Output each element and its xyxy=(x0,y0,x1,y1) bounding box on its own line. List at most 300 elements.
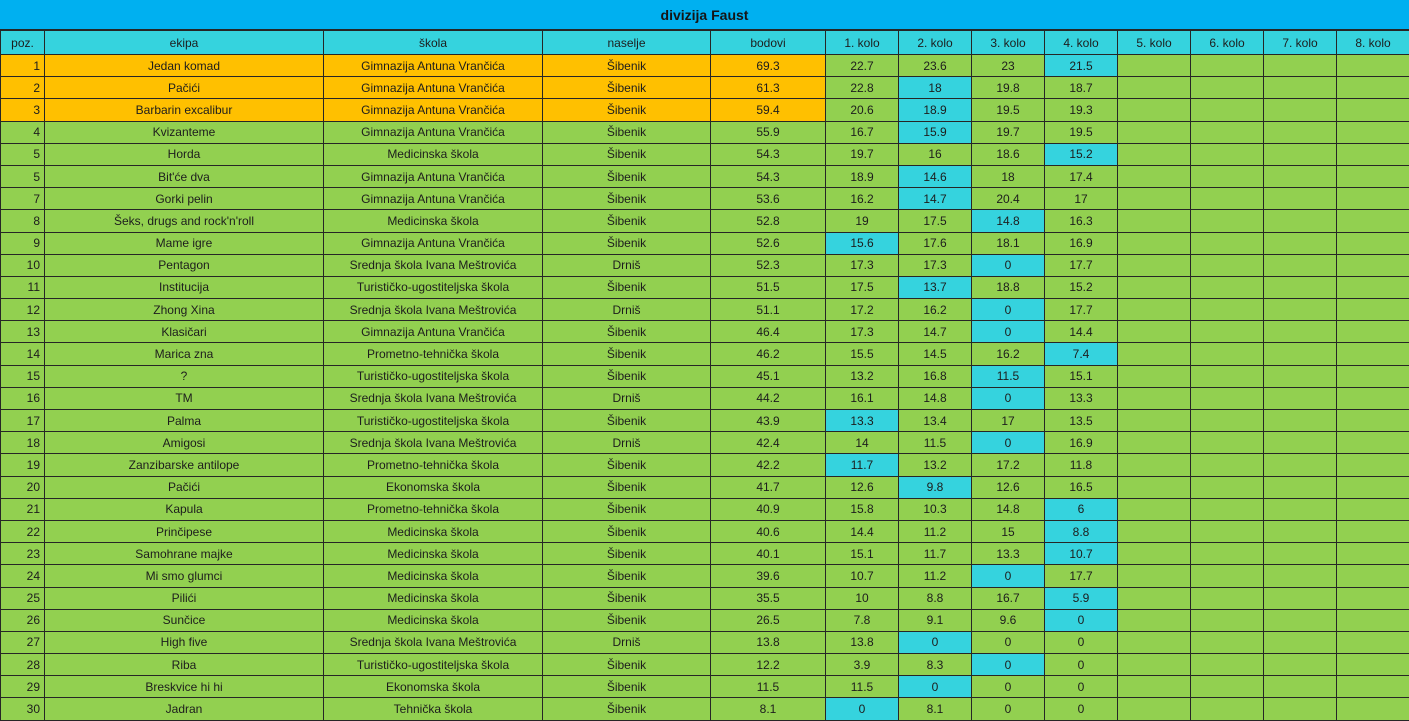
ekipa-cell: Mi smo glumci xyxy=(45,565,324,587)
ekipa-cell: Mame igre xyxy=(45,232,324,254)
naselje-cell: Šibenik xyxy=(543,609,711,631)
poz-cell: 29 xyxy=(1,676,45,698)
column-header-kolo-2: 2. kolo xyxy=(899,31,972,55)
poz-cell: 24 xyxy=(1,565,45,587)
kolo-2-cell: 8.1 xyxy=(899,698,972,720)
ekipa-cell: Sunčice xyxy=(45,609,324,631)
column-header-kolo-5: 5. kolo xyxy=(1118,31,1191,55)
naselje-cell: Šibenik xyxy=(543,165,711,187)
naselje-cell: Šibenik xyxy=(543,365,711,387)
kolo-7-cell xyxy=(1264,254,1337,276)
table-row xyxy=(1,143,1409,165)
bodovi-cell: 35.5 xyxy=(711,587,826,609)
kolo-4-cell: 11.8 xyxy=(1045,454,1118,476)
skola-cell: Prometno-tehnička škola xyxy=(324,498,543,520)
kolo-2-cell: 16.8 xyxy=(899,365,972,387)
bodovi-cell: 42.4 xyxy=(711,432,826,454)
kolo-8-cell xyxy=(1337,188,1409,210)
ekipa-cell: Barbarin excalibur xyxy=(45,99,324,121)
kolo-4-cell: 19.5 xyxy=(1045,121,1118,143)
kolo-7-cell xyxy=(1264,276,1337,298)
naselje-cell: Šibenik xyxy=(543,410,711,432)
kolo-4-cell: 15.2 xyxy=(1045,276,1118,298)
ekipa-cell: Marica zna xyxy=(45,343,324,365)
table-row xyxy=(1,210,1409,232)
table-row xyxy=(1,387,1409,409)
kolo-1-cell: 3.9 xyxy=(826,654,899,676)
naselje-cell: Šibenik xyxy=(543,143,711,165)
kolo-3-cell: 0 xyxy=(972,698,1045,720)
kolo-8-cell xyxy=(1337,432,1409,454)
kolo-6-cell xyxy=(1191,232,1264,254)
table-row xyxy=(1,432,1409,454)
kolo-2-cell: 11.7 xyxy=(899,543,972,565)
ekipa-cell: Klasičari xyxy=(45,321,324,343)
ekipa-cell: Jadran xyxy=(45,698,324,720)
naselje-cell: Šibenik xyxy=(543,55,711,77)
ekipa-cell: Breskvice hi hi xyxy=(45,676,324,698)
kolo-4-cell: 17.7 xyxy=(1045,254,1118,276)
column-header-poz: poz. xyxy=(1,31,45,55)
ekipa-cell: Kapula xyxy=(45,498,324,520)
bodovi-cell: 12.2 xyxy=(711,654,826,676)
kolo-3-cell: 19.8 xyxy=(972,77,1045,99)
kolo-8-cell xyxy=(1337,698,1409,720)
column-header-bodovi: bodovi xyxy=(711,31,826,55)
kolo-8-cell xyxy=(1337,165,1409,187)
kolo-3-cell: 18.1 xyxy=(972,232,1045,254)
kolo-1-cell: 13.3 xyxy=(826,410,899,432)
kolo-8-cell xyxy=(1337,454,1409,476)
header-row xyxy=(1,31,1409,55)
table-row xyxy=(1,343,1409,365)
skola-cell: Medicinska škola xyxy=(324,210,543,232)
kolo-3-cell: 17 xyxy=(972,410,1045,432)
ekipa-cell: Palma xyxy=(45,410,324,432)
kolo-1-cell: 17.5 xyxy=(826,276,899,298)
skola-cell: Srednja škola Ivana Meštrovića xyxy=(324,631,543,653)
kolo-1-cell: 11.5 xyxy=(826,676,899,698)
table-row xyxy=(1,654,1409,676)
kolo-1-cell: 19.7 xyxy=(826,143,899,165)
column-header-skola: škola xyxy=(324,31,543,55)
kolo-5-cell xyxy=(1118,165,1191,187)
kolo-5-cell xyxy=(1118,299,1191,321)
kolo-5-cell xyxy=(1118,343,1191,365)
bodovi-cell: 44.2 xyxy=(711,387,826,409)
kolo-6-cell xyxy=(1191,55,1264,77)
kolo-6-cell xyxy=(1191,587,1264,609)
bodovi-cell: 40.6 xyxy=(711,520,826,542)
kolo-2-cell: 15.9 xyxy=(899,121,972,143)
poz-cell: 15 xyxy=(1,365,45,387)
kolo-2-cell: 13.7 xyxy=(899,276,972,298)
kolo-8-cell xyxy=(1337,254,1409,276)
skola-cell: Turističko-ugostiteljska škola xyxy=(324,276,543,298)
kolo-3-cell: 12.6 xyxy=(972,476,1045,498)
ekipa-cell: ? xyxy=(45,365,324,387)
naselje-cell: Šibenik xyxy=(543,476,711,498)
kolo-4-cell: 13.3 xyxy=(1045,387,1118,409)
naselje-cell: Šibenik xyxy=(543,343,711,365)
skola-cell: Medicinska škola xyxy=(324,565,543,587)
bodovi-cell: 26.5 xyxy=(711,609,826,631)
skola-cell: Gimnazija Antuna Vrančića xyxy=(324,99,543,121)
table-row xyxy=(1,188,1409,210)
skola-cell: Medicinska škola xyxy=(324,587,543,609)
kolo-6-cell xyxy=(1191,365,1264,387)
kolo-2-cell: 17.5 xyxy=(899,210,972,232)
kolo-7-cell xyxy=(1264,387,1337,409)
kolo-3-cell: 16.2 xyxy=(972,343,1045,365)
bodovi-cell: 41.7 xyxy=(711,476,826,498)
poz-cell: 17 xyxy=(1,410,45,432)
table-row xyxy=(1,476,1409,498)
kolo-5-cell xyxy=(1118,432,1191,454)
bodovi-cell: 51.5 xyxy=(711,276,826,298)
kolo-1-cell: 0 xyxy=(826,698,899,720)
kolo-7-cell xyxy=(1264,565,1337,587)
bodovi-cell: 46.2 xyxy=(711,343,826,365)
ekipa-cell: Amigosi xyxy=(45,432,324,454)
skola-cell: Ekonomska škola xyxy=(324,476,543,498)
bodovi-cell: 39.6 xyxy=(711,565,826,587)
table-row xyxy=(1,232,1409,254)
kolo-4-cell: 7.4 xyxy=(1045,343,1118,365)
kolo-7-cell xyxy=(1264,188,1337,210)
table-row xyxy=(1,55,1409,77)
kolo-2-cell: 8.3 xyxy=(899,654,972,676)
table-body xyxy=(1,55,1409,721)
kolo-2-cell: 17.3 xyxy=(899,254,972,276)
kolo-6-cell xyxy=(1191,543,1264,565)
ekipa-cell: Zhong Xina xyxy=(45,299,324,321)
table-row xyxy=(1,631,1409,653)
kolo-1-cell: 17.2 xyxy=(826,299,899,321)
kolo-5-cell xyxy=(1118,254,1191,276)
kolo-3-cell: 16.7 xyxy=(972,587,1045,609)
kolo-5-cell xyxy=(1118,654,1191,676)
table-row xyxy=(1,520,1409,542)
kolo-2-cell: 16 xyxy=(899,143,972,165)
kolo-6-cell xyxy=(1191,210,1264,232)
kolo-1-cell: 22.7 xyxy=(826,55,899,77)
bodovi-cell: 52.3 xyxy=(711,254,826,276)
kolo-3-cell: 14.8 xyxy=(972,210,1045,232)
skola-cell: Turističko-ugostiteljska škola xyxy=(324,410,543,432)
kolo-8-cell xyxy=(1337,232,1409,254)
kolo-5-cell xyxy=(1118,410,1191,432)
column-header-kolo-7: 7. kolo xyxy=(1264,31,1337,55)
skola-cell: Gimnazija Antuna Vrančića xyxy=(324,77,543,99)
naselje-cell: Šibenik xyxy=(543,587,711,609)
kolo-6-cell xyxy=(1191,410,1264,432)
kolo-8-cell xyxy=(1337,565,1409,587)
kolo-4-cell: 16.9 xyxy=(1045,232,1118,254)
naselje-cell: Šibenik xyxy=(543,77,711,99)
kolo-1-cell: 15.8 xyxy=(826,498,899,520)
ekipa-cell: High five xyxy=(45,631,324,653)
kolo-2-cell: 9.8 xyxy=(899,476,972,498)
kolo-1-cell: 13.8 xyxy=(826,631,899,653)
poz-cell: 26 xyxy=(1,609,45,631)
kolo-8-cell xyxy=(1337,77,1409,99)
kolo-3-cell: 0 xyxy=(972,299,1045,321)
table-row xyxy=(1,676,1409,698)
skola-cell: Medicinska škola xyxy=(324,543,543,565)
naselje-cell: Šibenik xyxy=(543,454,711,476)
kolo-5-cell xyxy=(1118,454,1191,476)
ekipa-cell: Samohrane majke xyxy=(45,543,324,565)
kolo-7-cell xyxy=(1264,77,1337,99)
ekipa-cell: Horda xyxy=(45,143,324,165)
kolo-3-cell: 18.6 xyxy=(972,143,1045,165)
kolo-3-cell: 19.7 xyxy=(972,121,1045,143)
naselje-cell: Šibenik xyxy=(543,321,711,343)
kolo-5-cell xyxy=(1118,520,1191,542)
kolo-4-cell: 0 xyxy=(1045,609,1118,631)
kolo-7-cell xyxy=(1264,143,1337,165)
skola-cell: Gimnazija Antuna Vrančića xyxy=(324,321,543,343)
kolo-4-cell: 14.4 xyxy=(1045,321,1118,343)
naselje-cell: Drniš xyxy=(543,432,711,454)
kolo-2-cell: 17.6 xyxy=(899,232,972,254)
bodovi-cell: 55.9 xyxy=(711,121,826,143)
poz-cell: 27 xyxy=(1,631,45,653)
kolo-1-cell: 16.1 xyxy=(826,387,899,409)
skola-cell: Medicinska škola xyxy=(324,609,543,631)
column-header-kolo-3: 3. kolo xyxy=(972,31,1045,55)
kolo-4-cell: 18.7 xyxy=(1045,77,1118,99)
kolo-7-cell xyxy=(1264,55,1337,77)
bodovi-cell: 69.3 xyxy=(711,55,826,77)
poz-cell: 1 xyxy=(1,55,45,77)
naselje-cell: Šibenik xyxy=(543,654,711,676)
bodovi-cell: 40.1 xyxy=(711,543,826,565)
kolo-3-cell: 0 xyxy=(972,387,1045,409)
kolo-7-cell xyxy=(1264,498,1337,520)
kolo-8-cell xyxy=(1337,587,1409,609)
table-row xyxy=(1,498,1409,520)
skola-cell: Tehnička škola xyxy=(324,698,543,720)
kolo-8-cell xyxy=(1337,210,1409,232)
kolo-8-cell xyxy=(1337,99,1409,121)
kolo-4-cell: 21.5 xyxy=(1045,55,1118,77)
kolo-1-cell: 16.2 xyxy=(826,188,899,210)
table-row xyxy=(1,410,1409,432)
kolo-3-cell: 11.5 xyxy=(972,365,1045,387)
bodovi-cell: 52.6 xyxy=(711,232,826,254)
kolo-3-cell: 18 xyxy=(972,165,1045,187)
kolo-8-cell xyxy=(1337,654,1409,676)
kolo-8-cell xyxy=(1337,676,1409,698)
kolo-2-cell: 18 xyxy=(899,77,972,99)
kolo-7-cell xyxy=(1264,121,1337,143)
kolo-2-cell: 11.2 xyxy=(899,520,972,542)
kolo-2-cell: 14.8 xyxy=(899,387,972,409)
kolo-6-cell xyxy=(1191,165,1264,187)
kolo-6-cell xyxy=(1191,121,1264,143)
naselje-cell: Šibenik xyxy=(543,676,711,698)
kolo-5-cell xyxy=(1118,387,1191,409)
table-row xyxy=(1,121,1409,143)
column-header-naselje: naselje xyxy=(543,31,711,55)
bodovi-cell: 59.4 xyxy=(711,99,826,121)
skola-cell: Turističko-ugostiteljska škola xyxy=(324,654,543,676)
kolo-8-cell xyxy=(1337,498,1409,520)
kolo-1-cell: 18.9 xyxy=(826,165,899,187)
kolo-5-cell xyxy=(1118,99,1191,121)
poz-cell: 20 xyxy=(1,476,45,498)
kolo-8-cell xyxy=(1337,543,1409,565)
kolo-1-cell: 14.4 xyxy=(826,520,899,542)
kolo-2-cell: 14.7 xyxy=(899,321,972,343)
kolo-6-cell xyxy=(1191,299,1264,321)
table-row xyxy=(1,365,1409,387)
poz-cell: 13 xyxy=(1,321,45,343)
kolo-1-cell: 15.6 xyxy=(826,232,899,254)
table-row xyxy=(1,165,1409,187)
kolo-3-cell: 17.2 xyxy=(972,454,1045,476)
kolo-5-cell xyxy=(1118,276,1191,298)
poz-cell: 14 xyxy=(1,343,45,365)
naselje-cell: Šibenik xyxy=(543,498,711,520)
ekipa-cell: Bit'će dva xyxy=(45,165,324,187)
skola-cell: Gimnazija Antuna Vrančića xyxy=(324,55,543,77)
kolo-8-cell xyxy=(1337,321,1409,343)
kolo-7-cell xyxy=(1264,609,1337,631)
kolo-6-cell xyxy=(1191,631,1264,653)
kolo-4-cell: 0 xyxy=(1045,676,1118,698)
poz-cell: 4 xyxy=(1,121,45,143)
kolo-6-cell xyxy=(1191,432,1264,454)
ekipa-cell: Zanzibarske antilope xyxy=(45,454,324,476)
kolo-7-cell xyxy=(1264,99,1337,121)
kolo-7-cell xyxy=(1264,543,1337,565)
ekipa-cell: Šeks, drugs and rock'n'roll xyxy=(45,210,324,232)
naselje-cell: Šibenik xyxy=(543,188,711,210)
poz-cell: 21 xyxy=(1,498,45,520)
kolo-8-cell xyxy=(1337,609,1409,631)
skola-cell: Prometno-tehnička škola xyxy=(324,454,543,476)
kolo-7-cell xyxy=(1264,654,1337,676)
kolo-2-cell: 8.8 xyxy=(899,587,972,609)
kolo-6-cell xyxy=(1191,454,1264,476)
kolo-6-cell xyxy=(1191,343,1264,365)
skola-cell: Srednja škola Ivana Meštrovića xyxy=(324,254,543,276)
ekipa-cell: Prinčipese xyxy=(45,520,324,542)
kolo-1-cell: 7.8 xyxy=(826,609,899,631)
ekipa-cell: Pentagon xyxy=(45,254,324,276)
naselje-cell: Šibenik xyxy=(543,698,711,720)
division-title: divizija Faust xyxy=(0,0,1409,30)
kolo-3-cell: 0 xyxy=(972,432,1045,454)
naselje-cell: Šibenik xyxy=(543,121,711,143)
bodovi-cell: 54.3 xyxy=(711,165,826,187)
kolo-4-cell: 6 xyxy=(1045,498,1118,520)
kolo-2-cell: 14.7 xyxy=(899,188,972,210)
kolo-5-cell xyxy=(1118,698,1191,720)
poz-cell: 22 xyxy=(1,520,45,542)
kolo-4-cell: 15.1 xyxy=(1045,365,1118,387)
kolo-6-cell xyxy=(1191,387,1264,409)
kolo-6-cell xyxy=(1191,498,1264,520)
kolo-8-cell xyxy=(1337,410,1409,432)
kolo-7-cell xyxy=(1264,631,1337,653)
kolo-5-cell xyxy=(1118,676,1191,698)
kolo-6-cell xyxy=(1191,520,1264,542)
bodovi-cell: 46.4 xyxy=(711,321,826,343)
kolo-7-cell xyxy=(1264,454,1337,476)
kolo-6-cell xyxy=(1191,676,1264,698)
table-row xyxy=(1,77,1409,99)
kolo-1-cell: 10.7 xyxy=(826,565,899,587)
poz-cell: 18 xyxy=(1,432,45,454)
kolo-4-cell: 10.7 xyxy=(1045,543,1118,565)
table-row xyxy=(1,609,1409,631)
kolo-4-cell: 0 xyxy=(1045,631,1118,653)
kolo-8-cell xyxy=(1337,387,1409,409)
kolo-7-cell xyxy=(1264,520,1337,542)
kolo-7-cell xyxy=(1264,210,1337,232)
kolo-3-cell: 0 xyxy=(972,565,1045,587)
naselje-cell: Šibenik xyxy=(543,210,711,232)
kolo-5-cell xyxy=(1118,476,1191,498)
kolo-4-cell: 17 xyxy=(1045,188,1118,210)
kolo-2-cell: 11.5 xyxy=(899,432,972,454)
naselje-cell: Šibenik xyxy=(543,520,711,542)
skola-cell: Gimnazija Antuna Vrančića xyxy=(324,188,543,210)
kolo-3-cell: 0 xyxy=(972,654,1045,676)
table-row xyxy=(1,565,1409,587)
ekipa-cell: Riba xyxy=(45,654,324,676)
skola-cell: Turističko-ugostiteljska škola xyxy=(324,365,543,387)
kolo-1-cell: 11.7 xyxy=(826,454,899,476)
kolo-5-cell xyxy=(1118,365,1191,387)
kolo-1-cell: 15.5 xyxy=(826,343,899,365)
kolo-4-cell: 17.4 xyxy=(1045,165,1118,187)
poz-cell: 10 xyxy=(1,254,45,276)
bodovi-cell: 54.3 xyxy=(711,143,826,165)
kolo-2-cell: 9.1 xyxy=(899,609,972,631)
kolo-6-cell xyxy=(1191,654,1264,676)
kolo-5-cell xyxy=(1118,77,1191,99)
kolo-3-cell: 18.8 xyxy=(972,276,1045,298)
kolo-7-cell xyxy=(1264,410,1337,432)
kolo-1-cell: 17.3 xyxy=(826,254,899,276)
bodovi-cell: 61.3 xyxy=(711,77,826,99)
kolo-3-cell: 23 xyxy=(972,55,1045,77)
table-row xyxy=(1,698,1409,720)
kolo-3-cell: 20.4 xyxy=(972,188,1045,210)
kolo-8-cell xyxy=(1337,299,1409,321)
kolo-1-cell: 22.8 xyxy=(826,77,899,99)
kolo-2-cell: 16.2 xyxy=(899,299,972,321)
poz-cell: 28 xyxy=(1,654,45,676)
kolo-6-cell xyxy=(1191,99,1264,121)
bodovi-cell: 11.5 xyxy=(711,676,826,698)
kolo-5-cell xyxy=(1118,55,1191,77)
kolo-1-cell: 16.7 xyxy=(826,121,899,143)
poz-cell: 3 xyxy=(1,99,45,121)
kolo-1-cell: 15.1 xyxy=(826,543,899,565)
bodovi-cell: 42.2 xyxy=(711,454,826,476)
table-row xyxy=(1,99,1409,121)
kolo-4-cell: 16.5 xyxy=(1045,476,1118,498)
bodovi-cell: 43.9 xyxy=(711,410,826,432)
ekipa-cell: Kvizanteme xyxy=(45,121,324,143)
table-row xyxy=(1,454,1409,476)
